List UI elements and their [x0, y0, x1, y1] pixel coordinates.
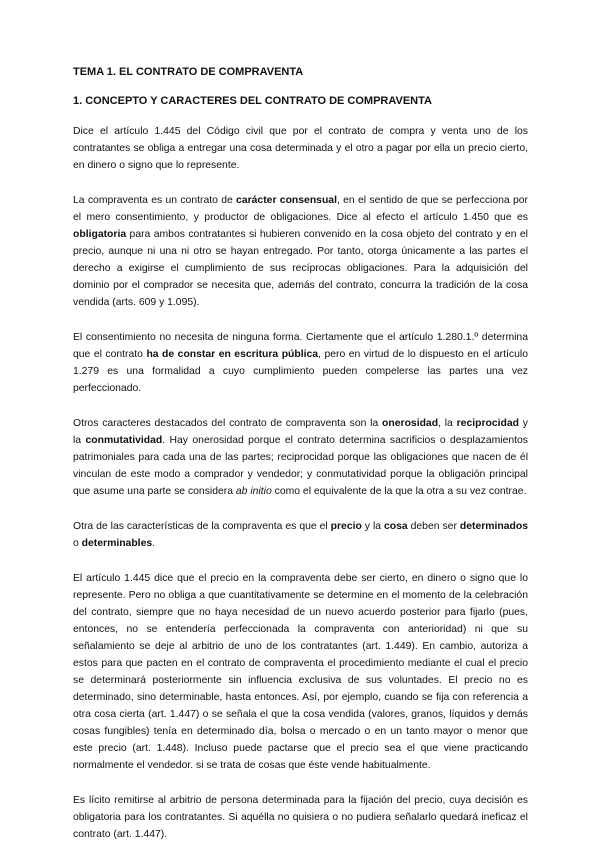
bold-term-precio: precio — [330, 521, 362, 532]
text-run: . — [152, 538, 156, 549]
document-title: TEMA 1. EL CONTRATO DE COMPRAVENTA — [73, 66, 304, 78]
bold-term-determinados: determinados — [459, 521, 528, 532]
text-run: El consentimiento no necesita de ninguna forma. Ciertamente que el artículo 1.280.1.º determina que el contrato — [73, 332, 528, 360]
document-body — [73, 66, 528, 861]
text-run: y la — [73, 418, 528, 446]
paragraph-characters — [73, 415, 528, 500]
paragraph-third-party-arbitrio: Es lícito remitirse al arbitrio de persona determinada para la fijación del precio, cuya decisión es obligatoria para los contratantes. Si aquélla no quisiera o no pudiera señalarlo quedará ineficaz el contrato (art. 1.447). — [73, 795, 528, 840]
text-run: como el equivalente de la que la otra a su vez contrae. — [271, 486, 527, 497]
bold-term-onerosidad: onerosidad — [382, 418, 439, 429]
italic-term-ab-initio: ab initio — [235, 486, 272, 497]
text-run: , en el sentido de que se perfecciona por el mero consentimiento, y productor de obligaciones. Dice al efecto el artículo 1.450 que es — [73, 195, 528, 223]
bold-term-cosa: cosa — [383, 521, 408, 532]
text-run: deben ser — [407, 521, 460, 532]
bold-term-consensual: carácter consensual — [236, 195, 337, 206]
text-run: , pero en virtud de lo dispuesto en el artículo 1.279 es una formalidad a cuyo cumplimiento pueden compelerse las partes una vez perfeccionado. — [73, 349, 528, 394]
paragraph-price-thing — [73, 518, 528, 552]
section-heading: 1. CONCEPTO Y CARACTERES DEL CONTRATO DE COMPRAVENTA — [73, 95, 432, 107]
paragraph-definition: Dice el artículo 1.445 del Código civil que por el contrato de compra y venta uno de los contratantes se obliga a entregar una cosa determinada y el otro a pagar por ella un precio cierto, en dinero o signo que lo represente. — [73, 126, 528, 171]
text-run: , la — [438, 418, 457, 429]
text-run: Otros caracteres destacados del contrato de compraventa son la — [73, 418, 383, 429]
text-run: Otra de las características de la compraventa es que el — [73, 521, 331, 532]
text-run: o — [73, 538, 82, 549]
text-run: . Hay onerosidad porque el contrato determina sacrificios o desplazamientos patrimoniales para cada una de las partes; reciprocidad porque las obligaciones que nacen de él vinculan de este modo a comprador y vendedor; y conmutatividad porque la obligación principal que asume una parte se considera — [73, 435, 528, 497]
bold-term-determinables: determinables — [81, 538, 153, 549]
paragraph-consensual — [73, 192, 528, 311]
paragraph-price-determination: El artículo 1.445 dice que el precio en la compraventa debe ser cierto, en dinero o signo que lo represente. Pero no obliga a que cuantitativamente se determine en el momento de la celebración del contrato, siempre que no haya necesidad de un nuevo acuerdo posterior para fijarlo (pues, entonces, no se entendería perfeccionada la compraventa con anterioridad) ni que su señalamiento se deje al arbitrio de uno de los contratantes (art. 1.449). En cambio, autoriza a estos para que pacten en el contrato de compraventa el procedimiento mediante el cual el precio se determinará posteriormente sin influencia exclusiva de sus voluntades. El precio no es determinado, sino determinable, hasta entonces. Así, por ejemplo, cuando se fija con referencia a otra cosa cierta (art. 1.447) o se señala el que la cosa vendida (valores, granos, líquidos y demás cosas fungibles) tenía en determinado día, bolsa o mercado o en un tanto mayor o menor que este precio (art. 1.448). Incluso puede pactarse que el precio sea el que viene practicando normalmente el vendedor. si se trata de cosas que éste vende habitualmente. — [73, 573, 528, 771]
bold-term-escritura: ha de constar en escritura pública — [146, 349, 319, 360]
text-run: para ambos contratantes si hubieren convenido en la cosa objeto del contrato y en el precio, aunque ni una ni otro se hayan entregado. Por tanto, otorga únicamente a las partes el derecho a exigirse el cumplimiento de sus recíprocas obligaciones. Para la adquisición del dominio por el comprador se necesita que, además del contrato, concurra la tradición de la cosa vendida (arts. 609 y 1.095). — [73, 229, 528, 308]
bold-term-obligatoria: obligatoria — [73, 229, 127, 240]
bold-term-reciprocidad: reciprocidad — [456, 418, 519, 429]
text-run: La compraventa es un contrato de — [73, 195, 237, 206]
text-run: y la — [361, 521, 384, 532]
bold-term-conmutatividad: conmutatividad — [85, 435, 163, 446]
paragraph-form — [73, 329, 528, 397]
